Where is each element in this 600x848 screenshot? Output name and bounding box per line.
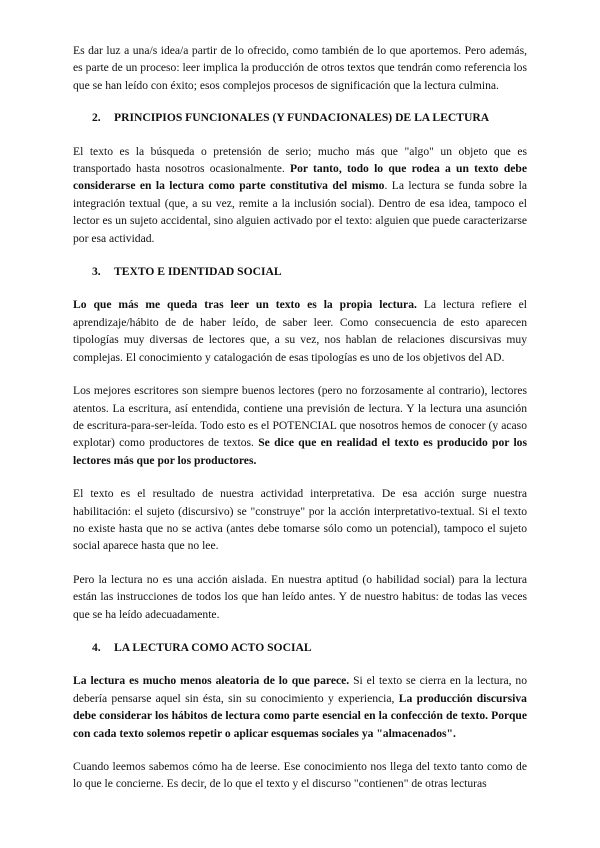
- section-title: TEXTO E IDENTIDAD SOCIAL: [114, 265, 282, 279]
- bold-text: La producción discursiva debe considerar los hábitos de lectura como parte esencial en la confección de texto. Porque con cada texto solemos repetir o aplicar esquemas sociales ya "almacenados".: [73, 691, 527, 740]
- paragraph-intro: [73, 42, 527, 94]
- paragraph-text: . La lectura se funda sobre la integración textual (que, a su vez, remite a la inclusión social). Dentro de esa idea, tampoco el lector es un sujeto accidental, sino alguien activado por el texto: alguien que puede caracterizarse por esa actividad.: [73, 179, 528, 245]
- paragraph-text: La lectura refiere el aprendizaje/hábito de de haber leído, de saber leer. Como consecuencia de esto aparecen tipologías muy diversas de lectores que, a su vez, nos hablan de relaciones discursivas muy complejas. El conocimiento y catalogación de esas tipologías es uno de los objetivos del AD.: [73, 298, 527, 364]
- bold-text: Por tanto, todo lo que rodea a un texto debe considerarse en la lectura como parte constitutiva del mismo: [73, 162, 528, 193]
- bold-text: Se dice que en realidad el texto es producido por los lectores más que por los productores.: [73, 436, 527, 467]
- section-heading-2: [73, 109, 527, 126]
- section-heading-3: [73, 263, 527, 280]
- section-number: 4.: [92, 640, 101, 654]
- section-number: 2.: [92, 111, 101, 125]
- paragraph-text: El texto es el resultado de nuestra actividad interpretativa. De esa acción surge nuestra habilitación: el sujeto (discursivo) se "construye" por la acción interpretativo-textual. Si el texto no existe hasta que no se activa (antes debe tomarse sólo como un potencial), tampoco el sujeto social aparece hasta que no lee.: [73, 487, 527, 553]
- paragraph-section-3-2: [73, 382, 527, 469]
- section-title: LA LECTURA COMO ACTO SOCIAL: [114, 640, 312, 654]
- paragraph-section-3-1: [73, 296, 527, 366]
- bold-text: La lectura es mucho menos aleatoria de lo que parece.: [73, 674, 350, 688]
- paragraph-section-3-3: [73, 485, 527, 555]
- paragraph-section-4-1: [73, 672, 527, 742]
- paragraph-text: El texto es la búsqueda o pretensión de serio; mucho más que "algo" un objeto que es transportado hasta nosotros ocasionalmente.: [73, 144, 527, 176]
- paragraph-text: Pero la lectura no es una acción aislada. En nuestra aptitud (o habilidad social) para la lectura están las instrucciones de todos los que han leído antes. Y de nuestro habitus: de todas las veces que se ha leído adecuadamente.: [73, 572, 527, 621]
- section-heading-4: [73, 639, 527, 656]
- paragraph-text: Cuando leemos sabemos cómo ha de leerse. Ese conocimiento nos llega del texto tanto como de lo que le concierne. Es decir, de lo que el texto y el discurso "contienen" de otras lecturas: [73, 760, 527, 791]
- paragraph-section-3-4: [73, 571, 527, 623]
- section-number: 3.: [92, 265, 101, 279]
- paragraph-text: Los mejores escritores son siempre buenos lectores (pero no forzosamente al contrario), lectores atentos. La escritura, así entendida, contiene una previsión de lectura. Y la lectura una asunción de escritura-para-ser-leída. Todo esto es el POTENCIAL que nosotros hemos de conocer (y acaso explotar) como productores de textos.: [73, 384, 527, 450]
- bold-text: Lo que más me queda tras leer un texto es la propia lectura.: [73, 298, 417, 312]
- paragraph-section-2: [73, 143, 527, 247]
- paragraph-text: Es dar luz a una/s idea/a partir de lo ofrecido, como también de lo que aportemos. Pero además, es parte de un proceso: leer implica la producción de otros textos que tendrán como referencia los que se han leído con éxito; esos complejos procesos de significación que la lectura culmina.: [73, 44, 527, 92]
- paragraph-text: Si el texto se cierra en la lectura, no debería pensarse aquel sin ésta, sin su conocimiento y experiencia,: [73, 674, 528, 705]
- section-title: PRINCIPIOS FUNCIONALES (Y FUNDACIONALES) DE LA LECTURA: [114, 111, 490, 125]
- paragraph-section-4-2: [73, 758, 527, 793]
